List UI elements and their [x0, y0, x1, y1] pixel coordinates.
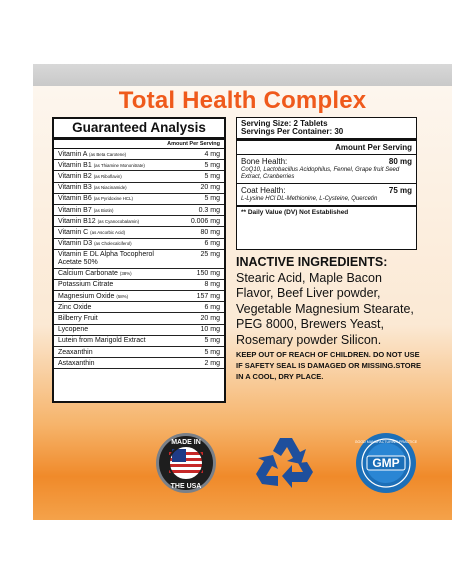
analysis-row — [54, 358, 224, 369]
analysis-row — [54, 205, 224, 216]
coat-health-label: Coat Health: — [241, 186, 286, 195]
badge-text-bottom: THE USA — [170, 483, 202, 490]
nutrient-label: Zeaxanthin — [58, 348, 93, 356]
nutrient-amount: 5 mg — [204, 337, 220, 345]
analysis-row — [54, 216, 224, 227]
analysis-row — [54, 280, 224, 291]
nutrient-name — [58, 304, 91, 311]
analysis-row — [54, 269, 224, 280]
nutrient-name — [58, 173, 122, 180]
nutrient-source-note: (as Cholecalciferol) — [94, 241, 132, 247]
nutrient-name — [58, 218, 139, 225]
nutrient-amount: 5 mg — [204, 172, 220, 180]
nutrient-name — [58, 229, 125, 236]
safety-warning: KEEP OUT OF REACH OF CHILDREN. DO NOT USE IF SAFETY SEAL IS DAMAGED OR MISSING.STORE IN A COOL, DRY PLACE. — [236, 350, 422, 381]
nutrient-amount: 25 mg — [200, 250, 220, 258]
nutrient-source-note: (as Riboflavin) — [93, 173, 122, 179]
nutrient-label: Vitamin A — [58, 150, 88, 158]
analysis-row — [54, 227, 224, 238]
nutrient-source-note: (as Pyridoxine HCL) — [93, 196, 133, 202]
nutrient-label: Calcium Carbonate — [58, 270, 118, 278]
serving-size: Serving Size: 2 Tablets — [241, 119, 328, 128]
serving-amount-header: Amount Per Serving — [237, 141, 416, 155]
inactive-ingredients — [236, 255, 421, 348]
nutrient-source-note: (as Thiamine Mononitrate) — [93, 162, 145, 168]
nutrient-amount: 4 mg — [204, 150, 220, 158]
nutrient-source-note: (as Biotin) — [93, 207, 114, 213]
nutrient-name — [58, 207, 113, 214]
nutrient-label: Vitamin B3 — [58, 184, 92, 192]
nutrient-name — [58, 315, 98, 322]
inactive-ingredients-label: INACTIVE INGREDIENTS: — [236, 255, 388, 269]
nutrient-source-note: (38%) — [119, 271, 132, 277]
nutrient-amount: 80 mg — [200, 228, 220, 236]
analysis-row — [54, 302, 224, 313]
analysis-row — [54, 325, 224, 336]
analysis-row — [54, 149, 224, 160]
bone-health-ingredients: CoQ10, Lactobacillus Acidophilus, Fennel, Grape fruit Seed Extract, Cranberries — [237, 166, 416, 184]
analysis-row — [54, 313, 224, 324]
serving-facts-box — [236, 117, 417, 250]
nutrient-amount: 0.3 mg — [198, 206, 220, 214]
nutrient-amount: 150 mg — [196, 270, 220, 278]
analysis-rows — [54, 149, 224, 369]
coat-health-ingredients: L-Lysine HCl DL-Methionine, L-Cysteine, Quercetin — [241, 196, 378, 202]
analysis-row — [54, 347, 224, 358]
nutrient-label: Vitamin D3 — [58, 240, 93, 248]
nutrient-label: Astaxanthin — [58, 359, 95, 367]
nutrient-source-note: (58%) — [116, 293, 129, 299]
analysis-row — [54, 291, 224, 302]
nutrient-amount: 5 mg — [204, 195, 220, 203]
nutrient-source-note: (as Cyanocobalamin) — [97, 218, 140, 224]
product-title: Total Health Complex — [118, 87, 367, 114]
nutrient-name — [58, 195, 133, 202]
nutrient-amount: 157 mg — [196, 292, 220, 300]
nutrient-name — [58, 184, 127, 191]
nutrient-label: Vitamin B1 — [58, 161, 92, 169]
nutrient-label: Vitamin B2 — [58, 172, 92, 180]
nutrient-label: Vitamin C — [58, 228, 89, 236]
analysis-row — [54, 183, 224, 194]
servings-per-container: Servings Per Container: 30 — [237, 128, 416, 141]
nutrient-amount: 5 mg — [204, 161, 220, 169]
nutrient-label: Vitamin B12 — [58, 217, 96, 225]
gmp-badge-icon — [355, 432, 417, 494]
nutrient-amount: 10 mg — [200, 326, 220, 334]
nutrient-name — [58, 349, 93, 356]
nutrient-amount: 6 mg — [204, 240, 220, 248]
nutrient-source-note: (as Niacinamide) — [93, 185, 127, 191]
flag-stripe — [169, 464, 203, 467]
nutrient-name — [58, 293, 128, 300]
nutrient-amount: 20 mg — [200, 315, 220, 323]
nutrient-name — [58, 240, 132, 247]
guaranteed-analysis-heading: Guaranteed Analysis — [72, 120, 206, 135]
analysis-row — [54, 336, 224, 347]
top-gray-bar — [33, 64, 452, 86]
analysis-row — [54, 239, 224, 250]
nutrient-amount: 8 mg — [204, 281, 220, 289]
bone-health-row — [237, 155, 416, 166]
daily-value-footnote: ** Daily Value (DV) Not Established — [237, 205, 416, 218]
nutrient-label: Bilberry Fruit — [58, 315, 98, 323]
analysis-row — [54, 171, 224, 182]
nutrient-amount: 20 mg — [200, 184, 220, 192]
guaranteed-analysis-table — [52, 117, 226, 403]
amount-per-serving-header: Amount Per Serving — [54, 137, 224, 149]
nutrient-label: Vitamin B6 — [58, 195, 92, 203]
made-in-usa-badge-icon — [155, 432, 217, 494]
inactive-ingredients-text: Stearic Acid, Maple Bacon Flavor, Beef Liver powder, Vegetable Magnesium Stearate, PEG 8000, Brewers Yeast, Rosemary powder Silicon. — [236, 270, 414, 347]
badge-text-top: MADE IN — [171, 439, 201, 446]
analysis-row — [54, 160, 224, 171]
gmp-ring-text: GOOD MANUFACTURING PRACTICE — [355, 440, 417, 444]
nutrient-amount: 2 mg — [204, 359, 220, 367]
nutrient-name — [58, 251, 168, 267]
nutrient-amount: 5 mg — [204, 348, 220, 356]
recycle-icon — [254, 434, 318, 490]
bone-health-amount: 80 mg — [388, 157, 412, 166]
nutrient-amount: 0.006 mg — [190, 217, 220, 225]
nutrient-source-note: (as Ascorbic Acid) — [90, 229, 126, 235]
nutrient-name — [58, 270, 132, 277]
nutrient-name — [58, 360, 95, 367]
gmp-text: GMP — [372, 456, 400, 470]
nutrient-label: Vitamin E DL Alpha Tocopherol Acetate 50% — [58, 250, 154, 266]
nutrient-name — [58, 162, 145, 169]
nutrient-label: Lutein from Marigold Extract — [58, 337, 146, 345]
analysis-row — [54, 250, 224, 269]
nutrient-label: Lycopene — [58, 326, 89, 334]
nutrient-name — [58, 326, 88, 333]
nutrient-label: Potassium Citrate — [58, 281, 114, 289]
nutrient-amount: 6 mg — [204, 303, 220, 311]
nutrient-name — [58, 151, 126, 158]
flag-stripe — [169, 470, 203, 473]
coat-health-row — [237, 184, 416, 195]
nutrient-name — [58, 337, 146, 344]
nutrient-label: Vitamin B7 — [58, 206, 92, 214]
bone-health-label: Bone Health: — [241, 157, 288, 166]
nutrient-name — [58, 281, 113, 288]
nutrient-label: Magnesium Oxide — [58, 292, 115, 300]
analysis-row — [54, 194, 224, 205]
coat-health-amount: 75 mg — [388, 186, 412, 195]
nutrient-label: Zinc Oxide — [58, 303, 92, 311]
nutrient-source-note: (as Beta Carotene) — [89, 151, 127, 157]
